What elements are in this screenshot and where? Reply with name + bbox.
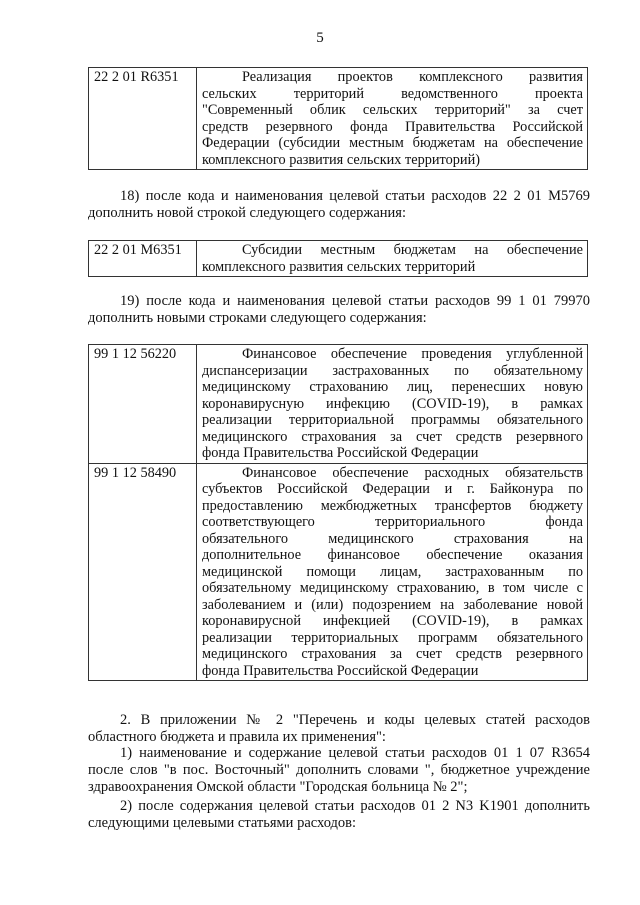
paragraph-line: 2) после содержания целевой статьи расходов 01 2 N3 K1901 дополнить — [120, 798, 590, 814]
budget-code: 22 2 01 M6351 — [89, 241, 197, 277]
code-description — [197, 241, 588, 277]
code-description — [197, 68, 588, 170]
table-row — [89, 463, 588, 681]
paragraph-line: дополнить новой строкой следующего содержания: — [88, 205, 407, 221]
paragraph-19 — [88, 293, 590, 327]
table-row — [89, 345, 588, 464]
section-2-paragraph — [88, 712, 590, 746]
paragraph-line: 1) наименование и содержание целевой статьи расходов 01 1 07 R3654 — [120, 745, 590, 761]
description-line: заболеванием и (или) подозрением на заболевание новой — [202, 596, 583, 613]
description-line: медицинской помощи лицам, застрахованным по — [202, 563, 583, 580]
description-line: медицинскому страхованию лиц, перенесших новую — [202, 379, 583, 395]
code-description — [197, 463, 588, 681]
item-1-paragraph — [88, 745, 590, 796]
paragraph-line: 18) после кода и наименования целевой статьи расходов 22 2 01 M5769 — [120, 188, 590, 204]
code-table-r6351 — [88, 67, 588, 170]
description-line: фонда Правительства Российской Федерации — [202, 445, 479, 461]
description-line: реализации территориальных программ обязательного — [202, 629, 583, 646]
description-line: Финансовое обеспечение проведения углубленной — [242, 346, 583, 362]
paragraph-line: после слов "в пос. Восточный" дополнить словами ", бюджетное учреждение — [88, 762, 590, 778]
paragraph-line: здравоохранения Омской области "Городская больница № 2"; — [88, 779, 468, 795]
description-line: обязательному медицинскому страхованию, в том числе с — [202, 580, 583, 596]
description-line: соответствующего территориального фонда — [202, 514, 583, 530]
budget-code: 22 2 01 R6351 — [89, 68, 197, 170]
description-line: коронавирусной инфекцией (COVID-19), в рамках — [202, 613, 583, 629]
description-line: реализации территориальной программы обязательного — [202, 412, 583, 428]
description-line: Федерации (субсидии местным бюджетам на обеспечение — [202, 135, 583, 151]
description-line: Реализация проектов комплексного развития — [242, 69, 583, 85]
description-line: медицинского страхования за счет средств резервного — [202, 428, 583, 445]
item-2-paragraph — [88, 798, 590, 832]
table-row — [89, 68, 588, 170]
budget-code: 99 1 12 56220 — [89, 345, 197, 464]
description-line: средств резервного фонда Правительства Российской — [202, 118, 583, 135]
description-line: комплексного развития сельских территорий) — [202, 151, 480, 168]
description-line: диспансеризации застрахованных по обязательному — [202, 362, 583, 379]
paragraph-line: 2. В приложении № 2 "Перечень и коды целевых статей расходов — [120, 712, 590, 728]
code-table-m6351 — [88, 240, 588, 277]
budget-code: 99 1 12 58490 — [89, 463, 197, 681]
paragraph-line: 19) после кода и наименования целевой статьи расходов 99 1 01 79970 — [120, 293, 590, 309]
description-line: медицинского страхования за счет средств резервного — [202, 646, 583, 662]
paragraph-line: областного бюджета и правила их применения": — [88, 729, 386, 745]
code-table-new-rows — [88, 344, 588, 681]
page-number: 5 — [316, 30, 324, 46]
description-line: предоставлению межбюджетных трансфертов бюджету — [202, 497, 583, 514]
paragraph-line: следующими целевыми статьями расходов: — [88, 815, 357, 831]
description-line: субъектов Российской Федерации и г. Байконура по — [202, 481, 583, 497]
paragraph-18 — [88, 188, 590, 222]
description-line: "Современный облик сельских территорий" за счет — [202, 102, 583, 118]
description-line: комплексного развития сельских территорий — [202, 258, 476, 275]
code-description — [197, 345, 588, 464]
description-line: фонда Правительства Российской Федерации — [202, 662, 479, 679]
table-row — [89, 241, 588, 277]
description-line: Финансовое обеспечение расходных обязательств — [242, 464, 583, 481]
description-line: обязательного медицинского страхования на — [202, 530, 583, 547]
paragraph-line: дополнить новыми строками следующего содержания: — [88, 310, 427, 326]
description-line: Субсидии местным бюджетам на обеспечение — [242, 242, 583, 258]
description-line: сельских территорий ведомственного проекта — [202, 85, 583, 102]
description-line: дополнительное финансовое обеспечение оказания — [202, 547, 583, 563]
description-line: коронавирусную инфекцию (COVID-19), в рамках — [202, 395, 583, 412]
